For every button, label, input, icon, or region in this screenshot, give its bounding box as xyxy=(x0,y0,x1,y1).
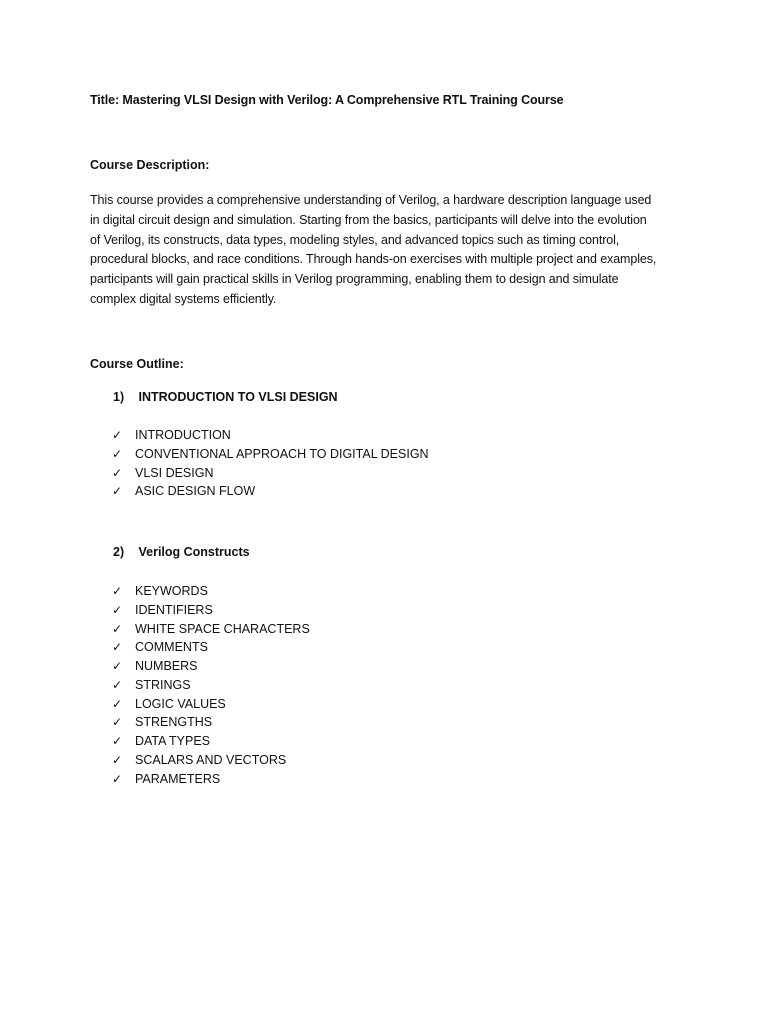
list-item xyxy=(112,482,429,501)
list-item-label: LOGIC VALUES xyxy=(135,696,226,711)
checkmark-icon: ✓ xyxy=(112,621,123,636)
list-item-label: ASIC DESIGN FLOW xyxy=(135,484,256,499)
description-paragraph xyxy=(90,191,690,310)
list-item xyxy=(112,620,310,639)
section-title: Verilog Constructs xyxy=(138,545,250,559)
list-item-label: PARAMETERS xyxy=(135,771,221,786)
list-item-label: KEYWORDS xyxy=(135,584,208,598)
section-intro-checklist xyxy=(112,426,429,501)
section-heading-verilog-constructs xyxy=(113,545,250,559)
list-item xyxy=(112,601,310,620)
list-item-label: STRENGTHS xyxy=(135,715,213,730)
list-item xyxy=(112,445,429,464)
outline-heading: Course Outline: xyxy=(90,357,184,371)
description-line: This course provides a comprehensive understanding of Verilog, a hardware description language used xyxy=(90,193,652,207)
list-item xyxy=(112,695,310,714)
list-item xyxy=(112,770,310,789)
description-line: of Verilog, its constructs, data types, modeling styles, and advanced topics such as timing control, xyxy=(90,232,620,247)
list-item xyxy=(112,676,310,695)
description-line: in digital circuit design and simulation. Starting from the basics, participants will delve into the evolution xyxy=(90,212,647,227)
checkmark-icon: ✓ xyxy=(112,659,123,673)
document-title: Title: Mastering VLSI Design with Verilog: A Comprehensive RTL Training Course xyxy=(90,93,564,107)
section-number: 1) xyxy=(113,390,125,404)
checkmark-icon: ✓ xyxy=(112,715,123,730)
checkmark-icon: ✓ xyxy=(112,428,123,442)
list-item-label: COMMENTS xyxy=(135,640,208,655)
section-verilog-checklist xyxy=(112,582,310,788)
description-line: procedural blocks, and race conditions. Through hands-on exercises with multiple project and examples, xyxy=(90,252,657,267)
list-item-label: WHITE SPACE CHARACTERS xyxy=(135,621,310,636)
list-item xyxy=(112,582,310,601)
description-heading: Course Description: xyxy=(90,158,210,172)
section-title: INTRODUCTION TO VLSI DESIGN xyxy=(138,390,338,404)
checkmark-icon: ✓ xyxy=(112,484,123,499)
section-number: 2) xyxy=(113,545,125,559)
list-item xyxy=(112,732,310,751)
checkmark-icon: ✓ xyxy=(112,771,123,786)
list-item-label: IDENTIFIERS xyxy=(135,602,213,617)
section-heading-intro xyxy=(113,390,338,404)
list-item xyxy=(112,464,429,483)
checkmark-icon: ✓ xyxy=(112,696,123,711)
checkmark-icon: ✓ xyxy=(112,640,123,655)
checkmark-icon: ✓ xyxy=(112,734,123,748)
checkmark-icon: ✓ xyxy=(112,677,123,692)
description-line: participants will gain practical skills in Verilog programming, enabling them to design and simulate xyxy=(90,272,619,287)
checkmark-icon: ✓ xyxy=(112,446,123,461)
checkmark-icon: ✓ xyxy=(112,584,123,598)
list-item-label: SCALARS AND VECTORS xyxy=(135,752,287,767)
list-item-label: CONVENTIONAL APPROACH TO DIGITAL DESIGN xyxy=(135,446,429,461)
description-line: complex digital systems efficiently. xyxy=(90,291,277,306)
list-item xyxy=(112,426,429,445)
list-item-label: NUMBERS xyxy=(135,659,198,673)
list-item-label: STRINGS xyxy=(135,677,191,692)
list-item xyxy=(112,638,310,657)
list-item xyxy=(112,713,310,732)
checkmark-icon: ✓ xyxy=(112,752,123,767)
list-item-label: VLSI DESIGN xyxy=(135,465,214,480)
checkmark-icon: ✓ xyxy=(112,602,123,617)
list-item-label: INTRODUCTION xyxy=(135,428,231,442)
list-item xyxy=(112,657,310,676)
list-item-label: DATA TYPES xyxy=(135,734,211,748)
list-item xyxy=(112,751,310,770)
checkmark-icon: ✓ xyxy=(112,465,123,480)
